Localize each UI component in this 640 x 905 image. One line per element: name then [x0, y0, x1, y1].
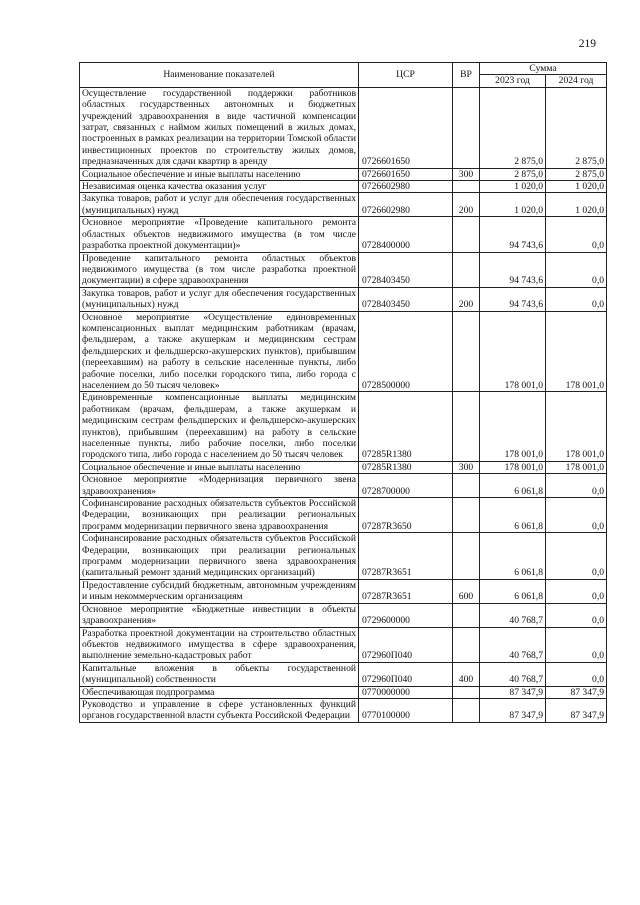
row-sum-2024: 0,0 [546, 533, 607, 580]
row-vr-code [453, 686, 480, 698]
row-name: Социальное обеспечение и иные выплаты населению [80, 168, 359, 180]
row-vr-code [453, 181, 480, 193]
budget-table [79, 62, 607, 723]
row-vr-code: 200 [453, 287, 480, 311]
row-vr-code [453, 252, 480, 287]
row-sum-2024: 0,0 [546, 287, 607, 311]
row-vr-code [453, 533, 480, 580]
row-sum-2024: 0,0 [546, 252, 607, 287]
row-vr-code: 200 [453, 193, 480, 217]
row-name: Основное мероприятие «Бюджетные инвестиции в объекты здравоохранения» [80, 603, 359, 627]
row-name: Закупка товаров, работ и услуг для обеспечения государственных (муниципальных) нужд [80, 287, 359, 311]
row-sum-2024: 178 001,0 [546, 311, 607, 392]
row-sum-2024: 178 001,0 [546, 461, 607, 473]
row-csr-code: 0726601650 [359, 168, 453, 180]
row-sum-2023: 94 743,6 [480, 252, 546, 287]
header-year-2024: 2024 год [546, 75, 607, 87]
row-sum-2024: 87 347,9 [546, 698, 607, 722]
table-row [80, 311, 607, 392]
row-sum-2023: 2 875,0 [480, 87, 546, 168]
row-csr-code: 0729600000 [359, 603, 453, 627]
row-csr-code: 07285R1380 [359, 461, 453, 473]
row-sum-2023: 6 061,8 [480, 533, 546, 580]
table-body [80, 87, 607, 722]
row-vr-code [453, 392, 480, 461]
table-row [80, 392, 607, 461]
row-name: Независимая оценка качества оказания услуг [80, 181, 359, 193]
table-row [80, 461, 607, 473]
table-row [80, 627, 607, 662]
row-sum-2024: 0,0 [546, 217, 607, 252]
row-csr-code: 0728700000 [359, 474, 453, 498]
row-name: Единовременные компенсационные выплаты медицинским работникам (врачам, фельдшерам, а также акушеркам и медицинским сестрам фельдшерских и фельдшерско-акушерских пунктов), прибывшим (переехавшим) на работу в сельские населенные пункты, либо рабочие поселки, либо поселки городского типа, либо города с населением до 50 тысяч человек [80, 392, 359, 461]
row-sum-2023: 178 001,0 [480, 392, 546, 461]
row-sum-2023: 94 743,6 [480, 217, 546, 252]
row-csr-code: 07285R1380 [359, 392, 453, 461]
row-sum-2024: 0,0 [546, 662, 607, 686]
row-csr-code: 072960П040 [359, 662, 453, 686]
row-vr-code [453, 217, 480, 252]
row-vr-code [453, 603, 480, 627]
row-sum-2023: 178 001,0 [480, 461, 546, 473]
row-name: Руководство и управление в сфере установленных функций органов государственной власти субъекта Российской Федерации [80, 698, 359, 722]
row-sum-2023: 87 347,9 [480, 686, 546, 698]
header-vr: ВР [453, 63, 480, 88]
row-name: Проведение капитального ремонта областных объектов недвижимого имущества (в том числе разработка проектной документации) в сфере здравоохранения [80, 252, 359, 287]
row-vr-code [453, 627, 480, 662]
row-sum-2023: 40 768,7 [480, 662, 546, 686]
row-vr-code: 300 [453, 168, 480, 180]
row-vr-code [453, 498, 480, 533]
row-sum-2023: 1 020,0 [480, 181, 546, 193]
row-name: Обеспечивающая подпрограмма [80, 686, 359, 698]
table-row [80, 686, 607, 698]
table-row [80, 603, 607, 627]
table-row [80, 87, 607, 168]
row-name: Предоставление субсидий бюджетным, автономным учреждениям и иным некоммерческим организациям [80, 579, 359, 603]
row-vr-code: 600 [453, 579, 480, 603]
row-sum-2023: 87 347,9 [480, 698, 546, 722]
row-csr-code: 0728400000 [359, 217, 453, 252]
row-vr-code [453, 698, 480, 722]
table-row [80, 252, 607, 287]
row-sum-2023: 94 743,6 [480, 287, 546, 311]
row-sum-2023: 40 768,7 [480, 627, 546, 662]
row-csr-code: 0770100000 [359, 698, 453, 722]
row-csr-code: 0728403450 [359, 252, 453, 287]
row-csr-code: 072960П040 [359, 627, 453, 662]
row-name: Осуществление государственной поддержки работников областных государственных автономных и бюджетных учреждений здравоохранения в виде частичной компенсации затрат, связанных с наймом жилых помещений в жилых домах, построенных в рамках реализации на территории Томской области инвестиционных проектов по строительству жилых домов, предназначенных для сдачи квартир в аренду [80, 87, 359, 168]
row-sum-2023: 40 768,7 [480, 603, 546, 627]
row-sum-2023: 2 875,0 [480, 168, 546, 180]
header-csr: ЦСР [359, 63, 453, 88]
row-sum-2023: 6 061,8 [480, 498, 546, 533]
row-name: Основное мероприятие «Проведение капитального ремонта областных объектов недвижимого имущества (в том числе разработка проектной документации)» [80, 217, 359, 252]
row-vr-code: 400 [453, 662, 480, 686]
table-row [80, 474, 607, 498]
row-name: Основное мероприятие «Осуществление единовременных компенсационных выплат медицинским работникам (врачам, фельдшерам, а также акушеркам и медицинским сестрам фельдшерских и фельдшерско-акушерских пунктов), прибывшим (переехавшим) на работу в сельские населенные пункты, либо рабочие поселки, либо поселки городского типа, либо города с населением до 50 тысяч человек» [80, 311, 359, 392]
row-vr-code: 300 [453, 461, 480, 473]
row-csr-code: 07287R3651 [359, 579, 453, 603]
row-sum-2024: 178 001,0 [546, 392, 607, 461]
row-csr-code: 0726602980 [359, 181, 453, 193]
header-sum: Сумма [480, 63, 607, 75]
row-csr-code: 07287R3650 [359, 498, 453, 533]
table-row [80, 698, 607, 722]
row-sum-2024: 1 020,0 [546, 193, 607, 217]
table-row [80, 217, 607, 252]
table-row [80, 498, 607, 533]
row-csr-code: 0770000000 [359, 686, 453, 698]
row-sum-2024: 0,0 [546, 498, 607, 533]
table-row [80, 579, 607, 603]
row-sum-2023: 6 061,8 [480, 579, 546, 603]
row-sum-2024: 2 875,0 [546, 87, 607, 168]
table-row [80, 168, 607, 180]
row-sum-2024: 1 020,0 [546, 181, 607, 193]
table-row [80, 181, 607, 193]
header-name: Наименование показателей [80, 63, 359, 88]
header-row [80, 63, 607, 75]
row-vr-code [453, 311, 480, 392]
row-vr-code [453, 474, 480, 498]
table-row [80, 533, 607, 580]
row-sum-2024: 2 875,0 [546, 168, 607, 180]
row-name: Софинансирование расходных обязательств субъектов Российской Федерации, возникающих при реализации региональных программ модернизации первичного звена здравоохранения (капитальный ремонт зданий медицинских организаций) [80, 533, 359, 580]
row-name: Социальное обеспечение и иные выплаты населению [80, 461, 359, 473]
row-sum-2024: 0,0 [546, 474, 607, 498]
table-row [80, 662, 607, 686]
page-number: 219 [578, 38, 596, 50]
row-csr-code: 0726601650 [359, 87, 453, 168]
table-row [80, 287, 607, 311]
row-csr-code: 0728500000 [359, 311, 453, 392]
table-row [80, 193, 607, 217]
row-name: Закупка товаров, работ и услуг для обеспечения государственных (муниципальных) нужд [80, 193, 359, 217]
row-sum-2023: 178 001,0 [480, 311, 546, 392]
header-year-2023: 2023 год [480, 75, 546, 87]
row-vr-code [453, 87, 480, 168]
row-name: Софинансирование расходных обязательств субъектов Российской Федерации, возникающих при реализации региональных программ модернизации первичного звена здравоохранения [80, 498, 359, 533]
row-sum-2024: 0,0 [546, 579, 607, 603]
row-sum-2024: 87 347,9 [546, 686, 607, 698]
row-csr-code: 0726602980 [359, 193, 453, 217]
row-name: Основное мероприятие «Модернизация первичного звена здравоохранения» [80, 474, 359, 498]
row-name: Капитальные вложения в объекты государственной (муниципальной) собственности [80, 662, 359, 686]
row-name: Разработка проектной документации на строительство областных объектов недвижимого имущества в сфере здравоохранения, выполнение земельно-кадастровых работ [80, 627, 359, 662]
row-sum-2024: 0,0 [546, 603, 607, 627]
row-sum-2023: 6 061,8 [480, 474, 546, 498]
row-sum-2023: 1 020,0 [480, 193, 546, 217]
row-csr-code: 07287R3651 [359, 533, 453, 580]
row-csr-code: 0728403450 [359, 287, 453, 311]
row-sum-2024: 0,0 [546, 627, 607, 662]
